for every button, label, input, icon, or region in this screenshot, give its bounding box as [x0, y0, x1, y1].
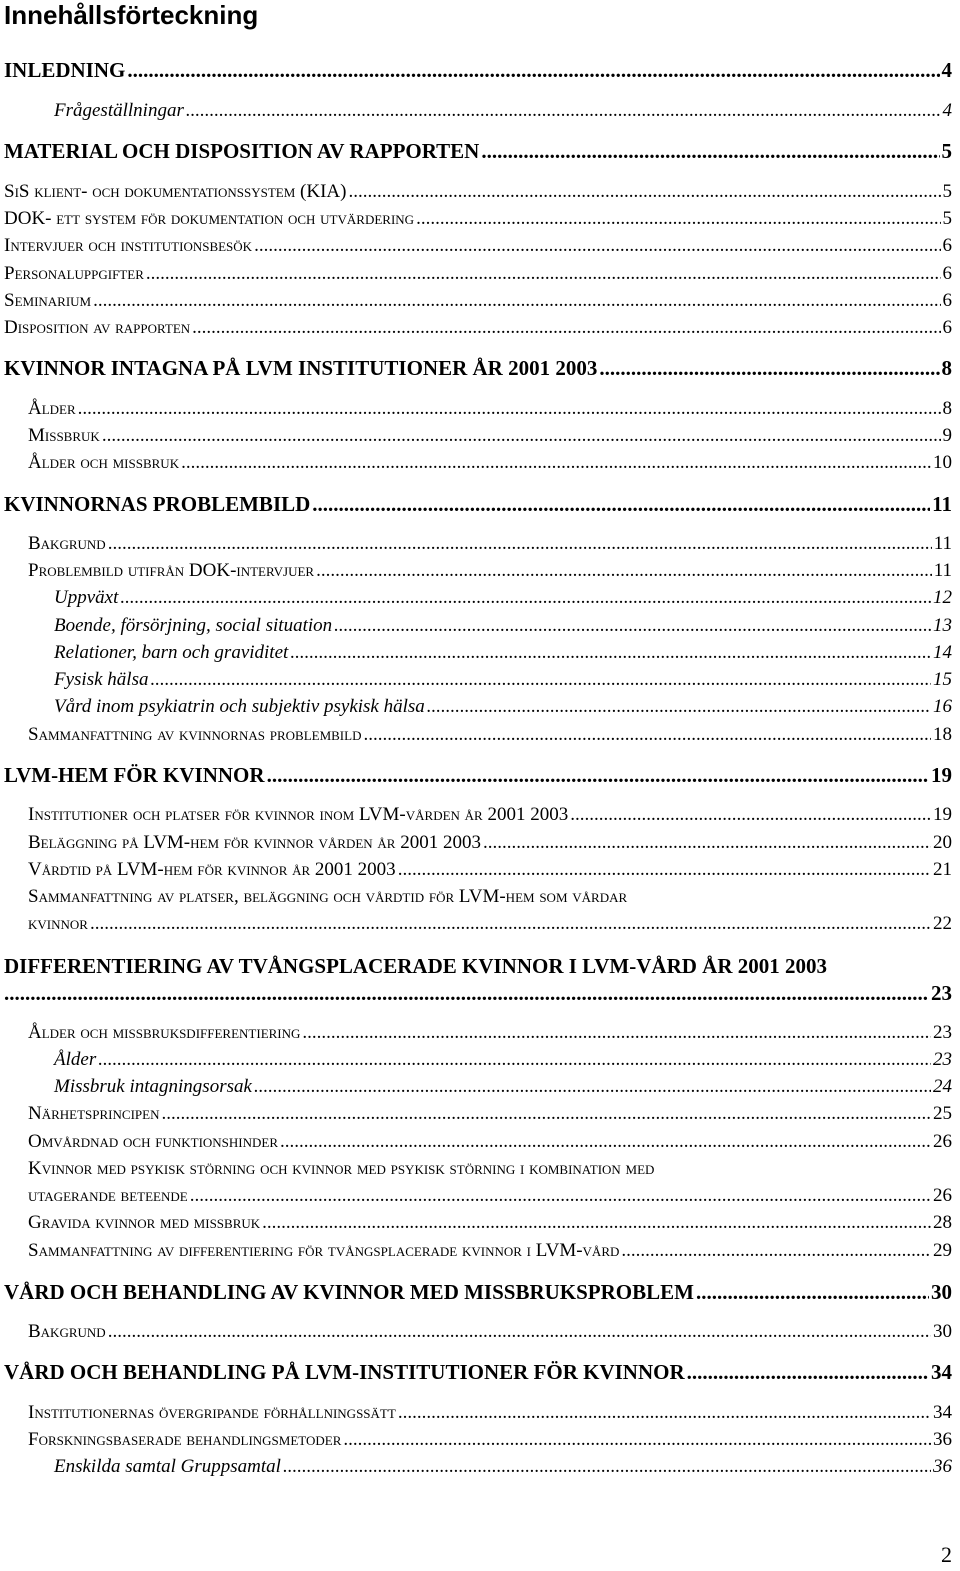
toc-entry[interactable]	[28, 831, 952, 855]
toc-entry-page: 6	[942, 317, 952, 338]
dot-leader	[186, 99, 941, 123]
toc-entry-label: Relationer, barn och graviditet	[54, 642, 289, 663]
toc-entry[interactable]	[28, 723, 952, 747]
toc-entry-label: Institutioner och platser för kvinnor inom LVM-vården år 2001 2003	[28, 804, 569, 825]
dot-leader	[316, 559, 932, 583]
toc-entry-label: kvinnor	[28, 913, 88, 934]
toc-entry-page: 21	[933, 859, 952, 880]
dot-leader	[483, 831, 931, 855]
toc-entry[interactable]	[28, 451, 952, 475]
toc-entry[interactable]	[28, 1184, 952, 1208]
toc-entry[interactable]	[54, 641, 952, 665]
toc-entry-page: 11	[932, 492, 952, 516]
dot-leader	[570, 803, 931, 827]
toc-entry[interactable]	[28, 858, 952, 882]
toc-entry-page: 14	[933, 642, 952, 663]
toc-entry-page: 10	[933, 452, 952, 473]
dot-leader	[427, 695, 931, 719]
dot-leader	[416, 207, 940, 231]
dot-leader	[150, 668, 931, 692]
toc-entry-page: 11	[933, 560, 952, 581]
toc-entry-page: 11	[933, 533, 952, 554]
toc-entry-page: 5	[942, 181, 952, 202]
toc-entry-label: Ålder	[54, 1049, 97, 1070]
dot-leader	[78, 397, 941, 421]
dot-leader	[283, 1455, 931, 1479]
toc-entry[interactable]	[28, 1401, 952, 1425]
toc-entry-label: Forskningsbaserade behandlingsmetoder	[28, 1429, 342, 1450]
toc-entry[interactable]	[28, 803, 952, 827]
toc-entry-page: 13	[933, 615, 952, 636]
dot-leader	[334, 614, 931, 638]
toc-entry-page: 6	[942, 235, 952, 256]
toc-entry-label: utagerande beteende	[28, 1185, 188, 1206]
page-title: Innehållsförteckning	[4, 0, 259, 30]
toc-entry-page: 4	[942, 100, 952, 121]
toc-entry[interactable]	[4, 762, 952, 788]
toc-entry[interactable]	[4, 180, 952, 204]
toc-entry-label: Fysisk hälsa	[54, 669, 149, 690]
toc-entry-page: 22	[933, 913, 952, 934]
toc-entry-label: Sammanfattning av differentiering för tvångsplacerade kvinnor i LVM-vård	[28, 1240, 620, 1261]
toc-entry[interactable]	[54, 1075, 952, 1099]
dot-leader	[599, 355, 939, 381]
toc-entry[interactable]	[28, 1102, 952, 1126]
toc-entry-page: 6	[942, 263, 952, 284]
dot-leader	[4, 980, 929, 1006]
dot-leader	[108, 1320, 931, 1344]
toc-entry[interactable]	[28, 1239, 952, 1263]
toc-entry-page: 34	[931, 1360, 952, 1384]
toc-entry[interactable]	[4, 262, 952, 286]
toc-entry-page: 6	[942, 290, 952, 311]
dot-leader	[254, 234, 940, 258]
toc-entry-label: Vårdtid på LVM-hem för kvinnor år 2001 2003	[28, 859, 396, 880]
toc-entry-label: Bakgrund	[28, 1321, 106, 1342]
toc-entry-label: LVM-HEM FÖR KVINNOR	[4, 763, 265, 787]
toc-entry[interactable]	[4, 980, 952, 1006]
toc-entry-page: 23	[931, 981, 952, 1005]
toc-entry-first-line[interactable]: DIFFERENTIERING AV TVÅNGSPLACERADE KVINNOR I LVM-VÅRD ÅR 2001 2003	[4, 954, 827, 978]
dot-leader	[98, 1048, 931, 1072]
toc-entry-label: Missbruk intagningsorsak	[54, 1076, 252, 1097]
toc-entry[interactable]	[28, 397, 952, 421]
toc-entry[interactable]	[54, 99, 952, 123]
dot-leader	[343, 1428, 931, 1452]
toc-entry[interactable]	[54, 1048, 952, 1072]
toc-entry-page: 26	[933, 1131, 952, 1152]
dot-leader	[93, 289, 940, 313]
toc-entry[interactable]	[54, 614, 952, 638]
dot-leader	[312, 491, 930, 517]
toc-entry[interactable]	[4, 355, 952, 381]
toc-entry-label: SiS klient- och dokumentationssystem (KIA)	[4, 181, 347, 202]
toc-entry[interactable]	[4, 1359, 952, 1385]
toc-entry[interactable]	[4, 1279, 952, 1305]
dot-leader	[621, 1239, 931, 1263]
toc-entry-page: 30	[933, 1321, 952, 1342]
toc-entry-label: DOK- ett system för dokumentation och utvärdering	[4, 208, 415, 229]
toc-entry-page: 8	[941, 356, 952, 380]
toc-entry-page: 8	[942, 398, 952, 419]
toc-entry-label: VÅRD OCH BEHANDLING PÅ LVM-INSTITUTIONER FÖR KVINNOR	[4, 1360, 685, 1384]
toc-entry-label: Vård inom psykiatrin och subjektiv psykisk hälsa	[54, 696, 425, 717]
toc-entry[interactable]	[4, 57, 952, 83]
toc-entry-page: 36	[933, 1456, 952, 1477]
toc-entry-first-line[interactable]: Kvinnor med psykisk störning och kvinnor med psykisk störning i kombination med	[28, 1158, 655, 1179]
toc-entry[interactable]	[54, 586, 952, 610]
toc-entry-first-line[interactable]: Sammanfattning av platser, beläggning och vårdtid för LVM-hem som vårdar	[28, 886, 628, 907]
toc-entry-label: Gravida kvinnor med missbruk	[28, 1212, 261, 1233]
toc-entry-page: 4	[941, 58, 952, 82]
toc-entry[interactable]	[4, 234, 952, 258]
toc-entry-label: Problembild utifrån DOK-intervjuer	[28, 560, 315, 581]
toc-entry-page: 25	[933, 1103, 952, 1124]
toc-entry-label: Boende, försörjning, social situation	[54, 615, 333, 636]
toc-entry-page: 26	[933, 1185, 952, 1206]
toc-entry[interactable]	[54, 695, 952, 719]
toc-entry[interactable]	[28, 1021, 952, 1045]
toc-entry-page: 19	[931, 763, 952, 787]
toc-entry-page: 5	[941, 139, 952, 163]
toc-entry-label: Seminarium	[4, 290, 92, 311]
toc-entry[interactable]	[4, 289, 952, 313]
toc-entry-label: Ålder och missbruk	[28, 452, 180, 473]
dot-leader	[398, 858, 931, 882]
toc-entry-page: 19	[933, 804, 952, 825]
toc-entry[interactable]	[54, 668, 952, 692]
toc-entry-page: 28	[933, 1212, 952, 1233]
toc-entry-label: Personaluppgifter	[4, 263, 144, 284]
toc-entry[interactable]	[28, 559, 952, 583]
toc-entry[interactable]	[4, 138, 952, 164]
toc-entry-page: 5	[942, 208, 952, 229]
toc-entry-label: Intervjuer och institutionsbesök	[4, 235, 253, 256]
toc-entry-label: Enskilda samtal Gruppsamtal	[54, 1456, 281, 1477]
toc-entry-label: KVINNORNAS PROBLEMBILD	[4, 492, 311, 516]
toc-entry-label: Missbruk	[28, 425, 100, 446]
dot-leader	[120, 586, 931, 610]
toc-entry-label: Sammanfattning av kvinnornas problembild	[28, 724, 362, 745]
toc-entry[interactable]	[54, 1455, 952, 1479]
dot-leader	[190, 1184, 931, 1208]
toc-entry-page: 24	[933, 1076, 952, 1097]
toc-entry-label: MATERIAL OCH DISPOSITION AV RAPPORTEN	[4, 139, 480, 163]
dot-leader	[108, 532, 932, 556]
dot-leader	[267, 762, 929, 788]
toc-entry-label: INLEDNING	[4, 58, 126, 82]
page-number: 2	[941, 1542, 952, 1567]
toc-entry-page: 23	[933, 1049, 952, 1070]
toc-entry-page: 15	[933, 669, 952, 690]
toc-entry-label: Frågeställningar	[54, 100, 184, 121]
toc-entry-label: Institutionernas övergripande förhållningssätt	[28, 1402, 396, 1423]
toc-entry-label: Bakgrund	[28, 533, 106, 554]
toc-entry[interactable]	[4, 316, 952, 340]
toc-entry[interactable]	[4, 207, 952, 231]
toc-entry[interactable]	[4, 491, 952, 517]
toc-entry-label: Omvårdnad och funktionshinder	[28, 1131, 279, 1152]
dot-leader	[90, 912, 931, 936]
toc-entry[interactable]	[28, 912, 952, 936]
dot-leader	[696, 1279, 929, 1305]
dot-leader	[348, 180, 940, 204]
toc-entry-label: Närhetsprincipen	[28, 1103, 160, 1124]
toc-entry-page: 34	[933, 1402, 952, 1423]
toc-entry-page: 20	[933, 832, 952, 853]
dot-leader	[161, 1102, 931, 1126]
dot-leader	[687, 1359, 929, 1385]
toc-entry-label: Beläggning på LVM-hem för kvinnor vården år 2001 2003	[28, 832, 481, 853]
dot-leader	[302, 1021, 931, 1045]
toc-entry[interactable]	[28, 1428, 952, 1452]
toc-entry[interactable]	[28, 532, 952, 556]
dot-leader	[254, 1075, 931, 1099]
dot-leader	[262, 1211, 931, 1235]
toc-entry[interactable]	[28, 1211, 952, 1235]
dot-leader	[363, 723, 931, 747]
toc-entry-label: VÅRD OCH BEHANDLING AV KVINNOR MED MISSBRUKSPROBLEM	[4, 1280, 694, 1304]
toc-entry-label: Uppväxt	[54, 587, 119, 608]
toc-entry-page: 9	[942, 425, 952, 446]
toc-entry[interactable]	[28, 1130, 952, 1154]
toc-entry[interactable]	[28, 424, 952, 448]
dot-leader	[398, 1401, 931, 1425]
toc-entry-page: 18	[933, 724, 952, 745]
toc-entry-label: Ålder	[28, 398, 76, 419]
dot-leader	[481, 138, 939, 164]
dot-leader	[146, 262, 941, 286]
toc-entry-page: 29	[933, 1240, 952, 1261]
toc-entry-page: 36	[933, 1429, 952, 1450]
toc-entry[interactable]	[28, 1320, 952, 1344]
dot-leader	[280, 1130, 931, 1154]
toc-entry-page: 16	[933, 696, 952, 717]
toc-entry-page: 12	[933, 587, 952, 608]
toc-entry-page: 30	[931, 1280, 952, 1304]
dot-leader	[181, 451, 931, 475]
dot-leader	[102, 424, 941, 448]
toc-entry-label: Disposition av rapporten	[4, 317, 191, 338]
dot-leader	[290, 641, 931, 665]
dot-leader	[127, 57, 939, 83]
dot-leader	[192, 316, 940, 340]
toc-entry-label: KVINNOR INTAGNA PÅ LVM INSTITUTIONER ÅR 2001 2003	[4, 356, 598, 380]
toc-entry-page: 23	[933, 1022, 952, 1043]
toc-entry-label: Ålder och missbruksdifferentiering	[28, 1022, 301, 1043]
